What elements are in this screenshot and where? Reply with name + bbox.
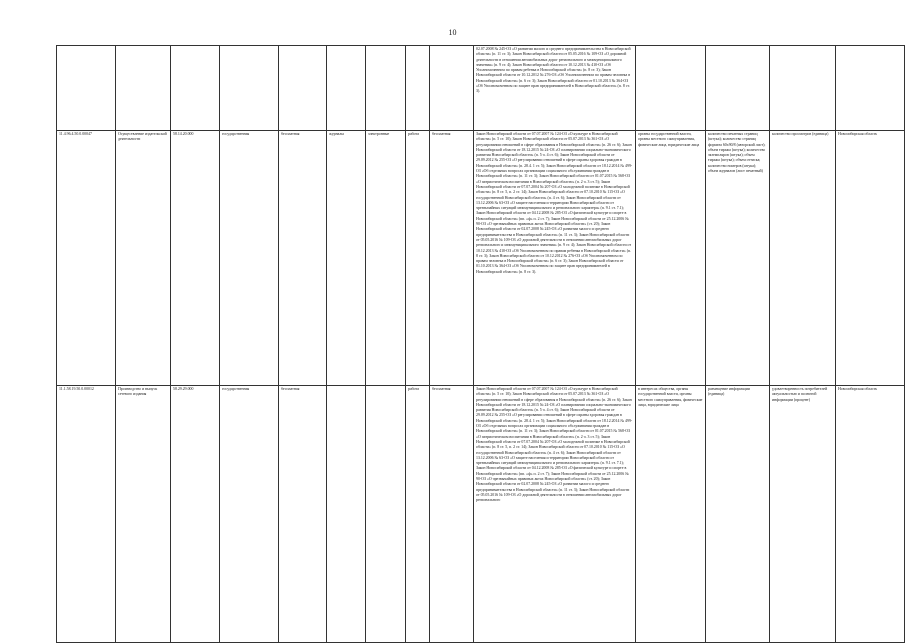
cell-code	[57, 46, 116, 131]
cell-content	[366, 46, 406, 131]
cell-volume-indicators: количество печатных страниц (штука); количество страниц формата 60x90/8 (авторский лист); объем тиража (штука); количество экземпляров (штука); объем тиража (штука); объем оттиска; количество номеров (штука); объем журналов (лист печатный)	[706, 131, 770, 386]
cell-name: Осуществление издательской деятельности	[116, 131, 171, 386]
cell-volume-indicators: размещение информации (единица)	[706, 386, 770, 643]
cell-code: 11.4.96.4.50.0.00047	[57, 131, 116, 386]
cell-code: 11.1.58.19.50.0.00012	[57, 386, 116, 643]
cell-recipients: журналы	[327, 131, 366, 386]
cell-name: Производство и выпуск сетевого издания	[116, 386, 171, 643]
table-row	[57, 131, 905, 386]
cell-kind: работа	[406, 131, 430, 386]
cell-content	[366, 386, 406, 643]
cell-okved: 58.14.20.000	[171, 131, 220, 386]
cell-ownership: государственная	[220, 131, 279, 386]
cell-region: Новосибирская область	[836, 386, 905, 643]
cell-consumers	[636, 46, 706, 131]
cell-volume-indicators	[706, 46, 770, 131]
cell-consumers: органы государственной власти, органы местного самоуправления, физические лица, юридические лица	[636, 131, 706, 386]
cell-fee: бесплатная	[430, 131, 474, 386]
cell-pay: бесплатная	[279, 131, 327, 386]
cell-okved: 58.29.29.000	[171, 386, 220, 643]
cell-fee: бесплатная	[430, 386, 474, 643]
cell-kind	[406, 46, 430, 131]
cell-ownership: государственная	[220, 386, 279, 643]
cell-region: Новосибирская область	[836, 131, 905, 386]
cell-quality-indicators: количество просмотров (единица)	[770, 131, 836, 386]
cell-kind: работа	[406, 386, 430, 643]
cell-okved	[171, 46, 220, 131]
cell-pay	[279, 46, 327, 131]
services-table	[56, 45, 905, 643]
cell-recipients	[327, 386, 366, 643]
cell-fee	[430, 46, 474, 131]
table-row	[57, 46, 905, 131]
page-number: 10	[448, 28, 457, 37]
cell-quality-indicators: удовлетворенность потребителей актуальностью и полнотой информации (процент)	[770, 386, 836, 643]
cell-acts: Закон Новосибирской области от 07.07.2007 № 124-ОЗ «О культуре в Новосибирской области» (п. 5 ст. 10); Закон Новосибирской области от 05.07.2013 № 361-ОЗ «О регулировании отношений в сфере образования в Новосибирской области» (п. 26 ст. 6); Закон Новосибирской области от 18.12.2015 № 24-ОЗ «О планировании социально-экономического развития Новосибирской области» (п. 5 ч. 4 ст. 6); Закон Новосибирской области от 29.09.2012 № 255-ОЗ «О регулировании отношений в сфере охраны здоровья граждан в Новосибирской области» (п. 28.4. 1 ст. 5); Закон Новосибирской области от 18.12.2014 № 499-ОЗ «Об отдельных вопросах организации социального обслуживания граждан в Новосибирской области» (п. 11 ст. 3); Закон Новосибирской области от 01.07.2015 № 568-ОЗ «О патриотическом воспитании в Новосибирской области» (п. 2 ч. 3 ст. 5); Закон Новосибирской области от 07.07.2004 № 207-ОЗ «О молодежной политике в Новосибирской области» (п. 8 ст. 5, п. 2 ст. 14); Закон Новосибирской области от 07.10.2010 № 115-ОЗ «О государственной Новосибирской области» (п. 4 ст. 6); Закон Новосибирской области от 13.12.2006 № 63-ОЗ «О защите населения и территории Новосибирской области от чрезвычайных ситуаций межмуниципального и регионального характера» (п. 9.1 ст. 7.1); Закон Новосибирской области от 04.12.2008 № 285-ОЗ «О физической культуре и спорте в Новосибирской области» (пп. «ф» п. 2 ст. 7); Закон Новосибирской области от 25.12.2006 № 90-ОЗ «О чрезвычайных правовых актах Новосибирской области» (ст. 20); Закон Новосибирской области от 02.07.2008 № 245-ОЗ «О развитии малого и среднего предпринимательства в Новосибирской области» (п. 11 ст. 3); Закон Новосибирской области от 05.05.2016 № 109-ОЗ «О дорожной деятельности в отношении автомобильных дорог регионального и межмуниципального значения» (п. 9 ст. 4); Закон Новосибирской области от 10.12.2013 № 410-ОЗ «Об Уполномоченном по правам ребенка в Новосибирской области» (п. 8 ст. 3); Закон Новосибирской области от 10.12.2012 № 276-ОЗ «Об Уполномоченном по правам человека в Новосибирской области» (п. 6 ст. 3); Закон Новосибирской области от 01.10.2013 № 364-ОЗ «Об Уполномоченном по защите прав предпринимателей в Новосибирской области» (п. 8 ст. 3).	[474, 131, 636, 386]
cell-consumers: в интересах общества, органы государственной власти, органы местного самоуправления, физические лица, юридические лица	[636, 386, 706, 643]
cell-acts: 02.07.2008 № 245-ОЗ «О развитии малого и среднего предпринимательства в Новосибирской области» (п. 11 ст. 3); Закон Новосибирской области от 05.05.2016 № 109-ОЗ «О дорожной деятельности в отношении автомобильных дорог регионального и межмуниципального значения» (п. 9 ст. 4); Закон Новосибирской области от 10.12.2013 № 410-ОЗ «Об Уполномоченном по правам ребенка в Новосибирской области» (п. 8 ст. 3); Закон Новосибирской области от 10.12.2012 № 276-ОЗ «Об Уполномоченном по правам человека в Новосибирской области» (п. 6 ст. 3); Закон Новосибирской области от 01.10.2013 № 364-ОЗ «Об Уполномоченном по защите прав предпринимателей в Новосибирской области» (п. 8 ст. 3).	[474, 46, 636, 131]
cell-pay: бесплатная	[279, 386, 327, 643]
cell-name	[116, 46, 171, 131]
cell-region	[836, 46, 905, 131]
table-row	[57, 386, 905, 643]
cell-ownership	[220, 46, 279, 131]
cell-acts: Закон Новосибирской области от 07.07.2007 № 124-ОЗ «О культуре в Новосибирской области» (п. 5 ст. 10); Закон Новосибирской области от 05.07.2013 № 361-ОЗ «О регулировании отношений в сфере образования в Новосибирской области» (п. 26 ст. 6); Закон Новосибирской области от 18.12.2015 № 24-ОЗ «О планировании социально-экономического развития Новосибирской области» (п. 5 ч. 4 ст. 6); Закон Новосибирской области от 29.09.2012 № 255-ОЗ «О регулировании отношений в сфере охраны здоровья граждан в Новосибирской области» (п. 28.4. 1 ст. 5); Закон Новосибирской области от 18.12.2014 № 499-ОЗ «Об отдельных вопросах организации социального обслуживания граждан в Новосибирской области» (п. 11 ст. 3); Закон Новосибирской области от 01.07.2015 № 568-ОЗ «О патриотическом воспитании в Новосибирской области» (п. 2 ч. 3 ст. 5); Закон Новосибирской области от 07.07.2004 № 207-ОЗ «О молодежной политике в Новосибирской области» (п. 8 ст. 5, п. 2 ст. 14); Закон Новосибирской области от 07.10.2010 № 115-ОЗ «О государственной Новосибирской области» (п. 4 ст. 6); Закон Новосибирской области от 13.12.2006 № 63-ОЗ «О защите населения и территории Новосибирской области от чрезвычайных ситуаций межмуниципального и регионального характера» (п. 9.1 ст. 7.1); Закон Новосибирской области от 04.12.2008 № 285-ОЗ «О физической культуре и спорте в Новосибирской области» (пп. «ф» п. 2 ст. 7); Закон Новосибирской области от 25.12.2006 № 90-ОЗ «О чрезвычайных правовых актах Новосибирской области» (ст. 20); Закон Новосибирской области от 02.07.2008 № 245-ОЗ «О развитии малого и среднего предпринимательства в Новосибирской области» (п. 11 ст. 3); Закон Новосибирской области от 05.05.2016 № 109-ОЗ «О дорожной деятельности в отношении автомобильных дорог регионального	[474, 386, 636, 643]
cell-recipients	[327, 46, 366, 131]
cell-quality-indicators	[770, 46, 836, 131]
cell-content: электронные	[366, 131, 406, 386]
